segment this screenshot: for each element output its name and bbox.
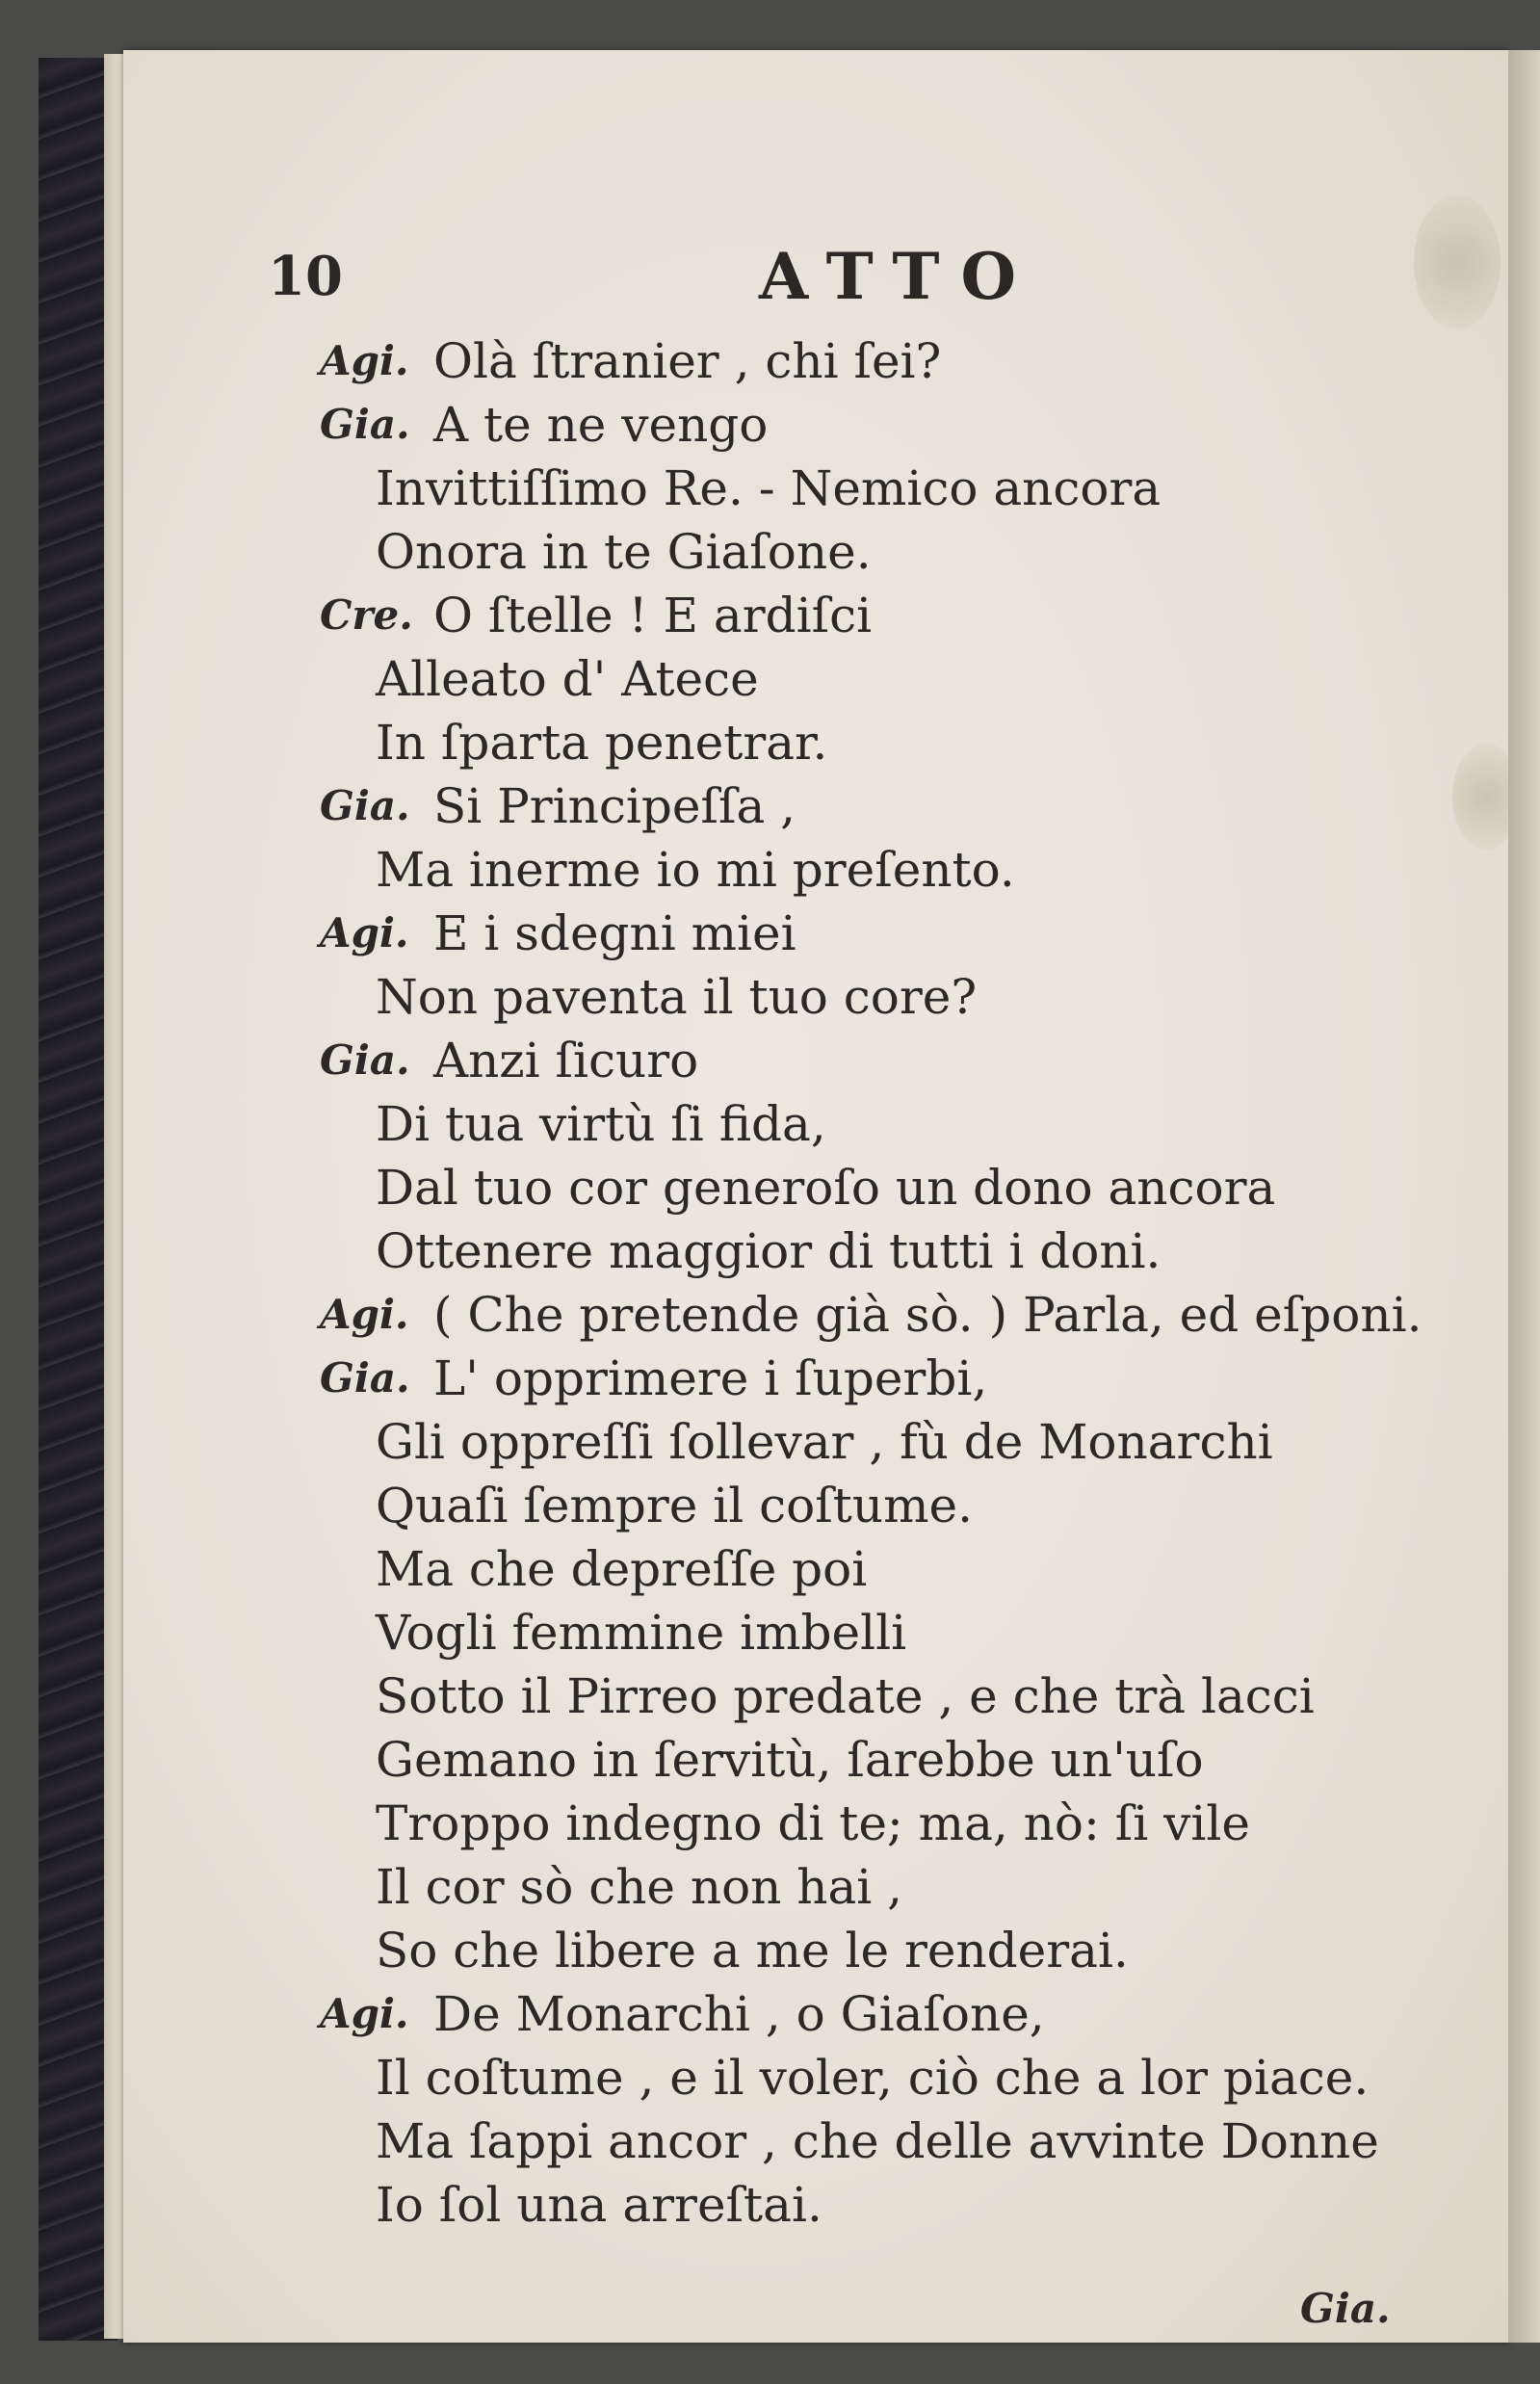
- text-line: [123, 1537, 1508, 1601]
- verse-text: Sotto il Pirreo predate , e che trà lacci: [376, 1668, 1315, 1724]
- text-line: [123, 1601, 1508, 1664]
- speaker-label: Gia.: [320, 782, 410, 829]
- verse-text: E i sdegni miei: [433, 905, 796, 961]
- text-line: [123, 457, 1508, 520]
- text-line: [123, 711, 1508, 774]
- running-head: ATTO: [759, 239, 1037, 314]
- verse-text: Troppo indegno di te; ma, nò: ſi vile: [376, 1795, 1250, 1851]
- verse-text: O ſtelle ! E ardiſci: [433, 588, 873, 643]
- verse-text: ( Che pretende già sò. ) Parla, ed eſponi.: [433, 1287, 1423, 1343]
- speaker-label: Gia.: [320, 1354, 410, 1402]
- speaker-label: Agi.: [320, 909, 409, 956]
- text-line: [123, 329, 1508, 393]
- speaker-label: Gia.: [320, 1036, 410, 1084]
- verse-text: Il coſtume , e il voler, ciò che a lor piace.: [376, 2050, 1370, 2106]
- verse-text: Il cor sò che non hai ,: [376, 1859, 903, 1915]
- text-line: [123, 1855, 1508, 1919]
- book-page: [123, 50, 1508, 2343]
- verse-text: Onora in te Giaſone.: [376, 524, 872, 580]
- text-line: [123, 902, 1508, 965]
- text-line: [123, 1728, 1508, 1792]
- text-line: [123, 1410, 1508, 1474]
- text-line: [123, 1347, 1508, 1410]
- verse-text: L' opprimere i ſuperbi,: [433, 1350, 988, 1406]
- text-line: [123, 1283, 1508, 1347]
- text-line: [123, 1219, 1508, 1283]
- text-line: [123, 965, 1508, 1029]
- verse-text: So che libere a me le renderai.: [376, 1923, 1129, 1978]
- speaker-label: Cre.: [320, 591, 413, 639]
- verse-text: De Monarchi , o Giaſone,: [433, 1986, 1045, 2042]
- verse-text: Anzi ſicuro: [433, 1033, 699, 1088]
- text-line: [123, 1092, 1508, 1156]
- speaker-label: Gia.: [320, 401, 410, 448]
- verse-text: Alleato d' Atece: [376, 651, 759, 707]
- verse-text: Non paventa il tuo core?: [376, 969, 978, 1025]
- text-line: [123, 1474, 1508, 1537]
- text-line: [123, 520, 1508, 584]
- speaker-label: Agi.: [320, 1990, 409, 2037]
- page-number: 10: [268, 245, 343, 308]
- text-line: [123, 838, 1508, 902]
- verse-text: Ma ſappi ancor , che delle avvinte Donne: [376, 2113, 1379, 2169]
- text-line: [123, 1664, 1508, 1728]
- verse-text: Quaſi ſempre il coſtume.: [376, 1478, 973, 1533]
- verse-text: Vogli femmine imbelli: [376, 1605, 907, 1661]
- text-line: [123, 2109, 1508, 2173]
- text-line: [123, 1982, 1508, 2046]
- verse-text: Di tua virtù ſi fida,: [376, 1096, 826, 1152]
- text-line: [123, 393, 1508, 457]
- text-line: [123, 647, 1508, 711]
- facing-page-edge: [1508, 50, 1540, 2343]
- verse-text: Gli oppreſſi ſollevar , fù de Monarchi: [376, 1414, 1273, 1470]
- text-line: [123, 1156, 1508, 1219]
- verse-text: A te ne vengo: [433, 397, 769, 453]
- speaker-label: Agi.: [320, 1291, 409, 1338]
- speaker-label: Agi.: [320, 337, 409, 384]
- verse-text: Gemano in ſervitù, ſarebbe un'uſo: [376, 1732, 1204, 1788]
- text-line: [123, 1029, 1508, 1092]
- text-line: [123, 774, 1508, 838]
- verse-text: Ma che depreſſe poi: [376, 1541, 868, 1597]
- dialogue-text: [123, 329, 1508, 2237]
- text-line: [123, 584, 1508, 647]
- verse-text: Ma inerme io mi preſento.: [376, 842, 1015, 898]
- verse-text: Io ſol una arreſtai.: [376, 2177, 822, 2233]
- verse-text: Ottenere maggior di tutti i doni.: [376, 1223, 1162, 1279]
- verse-text: Invittiſſimo Re. - Nemico ancora: [376, 460, 1162, 516]
- text-line: [123, 2173, 1508, 2237]
- catchword: Gia.: [1300, 2285, 1391, 2332]
- verse-text: Si Principeſſa ,: [433, 778, 796, 834]
- verse-text: Dal tuo cor generoſo un dono ancora: [376, 1160, 1276, 1216]
- page-header: [123, 239, 1508, 316]
- verse-text: In ſparta penetrar.: [376, 715, 828, 771]
- text-line: [123, 1792, 1508, 1855]
- text-line: [123, 2046, 1508, 2109]
- verse-text: Olà ſtranier , chi ſei?: [433, 333, 942, 389]
- text-line: [123, 1919, 1508, 1982]
